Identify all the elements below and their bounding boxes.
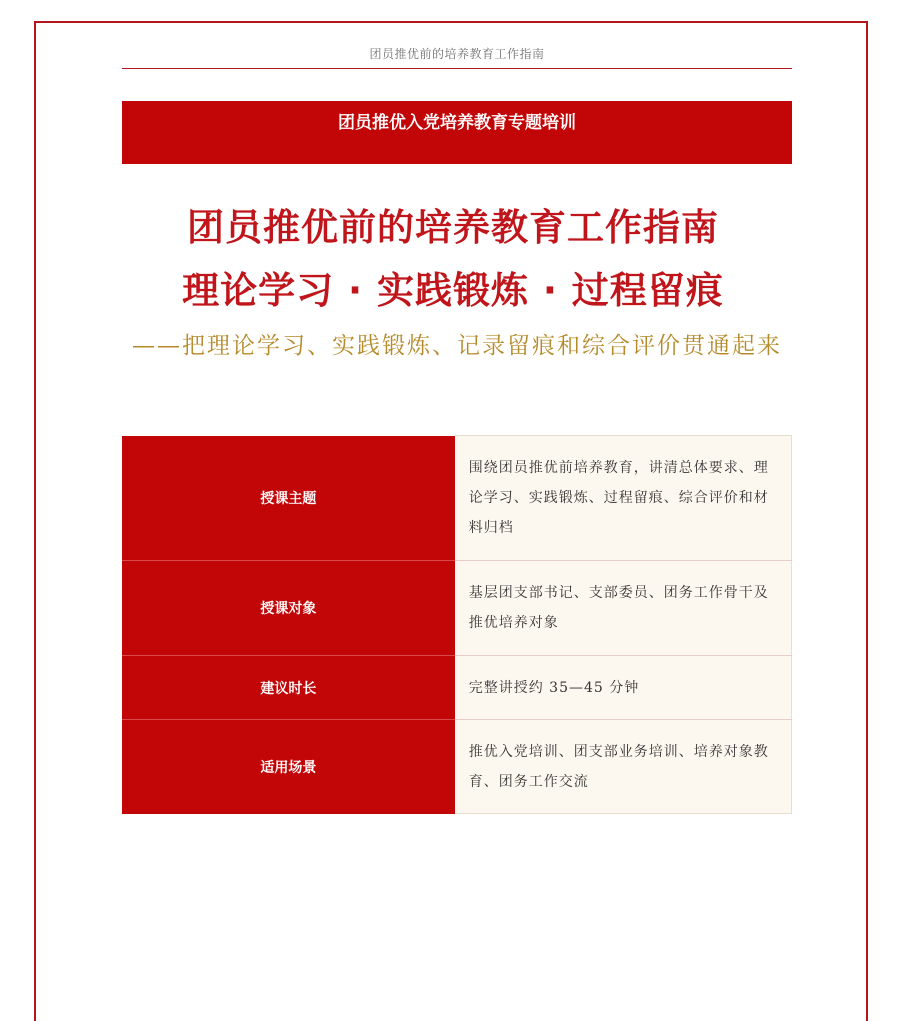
tagline: ——把理论学习、实践锻炼、记录留痕和综合评价贯通起来 — [132, 333, 782, 359]
table-row — [122, 720, 792, 814]
row-value-scenarios: 推优入党培训、团支部业务培训、培养对象教育、团务工作交流 — [455, 720, 792, 814]
course-info-table — [122, 435, 792, 814]
row-label-topic: 授课主题 — [122, 436, 455, 561]
table-row — [122, 656, 792, 720]
header-divider — [122, 68, 792, 69]
training-banner: 团员推优入党培养教育专题培训 — [122, 101, 792, 164]
row-label-duration: 建议时长 — [122, 656, 455, 720]
main-title: 团员推优前的培养教育工作指南 — [187, 206, 719, 249]
row-label-audience: 授课对象 — [122, 561, 455, 656]
running-header: 团员推优前的培养教育工作指南 — [369, 47, 545, 61]
row-value-audience: 基层团支部书记、支部委员、团务工作骨干及推优培养对象 — [455, 561, 792, 656]
row-label-scenarios: 适用场景 — [122, 720, 455, 814]
row-value-topic: 围绕团员推优前培养教育，讲清总体要求、理论学习、实践锻炼、过程留痕、综合评价和材料归档 — [455, 436, 792, 561]
row-value-duration: 完整讲授约 35—45 分钟 — [455, 656, 792, 720]
document-page — [34, 21, 868, 1021]
table-row — [122, 561, 792, 656]
main-subtitle-keywords: 理论学习 · 实践锻炼 · 过程留痕 — [182, 269, 724, 312]
table-row — [122, 436, 792, 561]
